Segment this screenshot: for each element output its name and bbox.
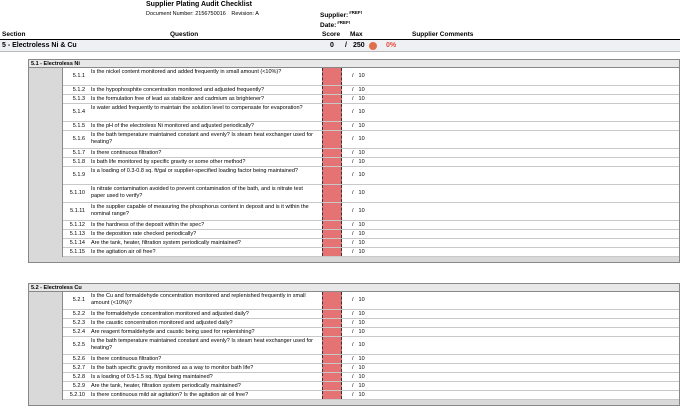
question-number: 5.2.7	[72, 365, 85, 371]
max-score	[347, 356, 365, 362]
max-value: 10	[358, 297, 365, 303]
question-row	[63, 364, 679, 373]
max-slash: /	[352, 136, 354, 142]
question-text: Is the bath specific gravity monitored as a way to monitor bath life?	[91, 364, 254, 371]
score-input-cell[interactable]	[322, 355, 342, 363]
question-number: 5.2.10	[69, 392, 85, 398]
question-number: 5.1.9	[72, 172, 85, 178]
supplier-label: Supplier:	[320, 12, 349, 20]
question-text: Is the pH of the electroless Ni monitored and adjusted periodically?	[91, 122, 254, 129]
max-score	[347, 342, 365, 348]
question-number: 5.1.5	[72, 123, 85, 129]
max-value: 10	[358, 123, 365, 129]
score-input-cell[interactable]	[322, 292, 342, 309]
section-title: 5 - Electroless Ni & Cu	[2, 42, 77, 49]
section-slash: /	[345, 42, 347, 49]
score-input-cell[interactable]	[322, 373, 342, 381]
score-input-cell[interactable]	[322, 68, 342, 85]
max-slash: /	[352, 329, 354, 335]
section-row[interactable]	[0, 40, 680, 52]
question-row	[63, 337, 679, 355]
subsection-title: 5.1 - Electroless Ni	[29, 60, 679, 68]
max-value: 10	[358, 365, 365, 371]
max-value: 10	[358, 329, 365, 335]
max-slash: /	[352, 190, 354, 196]
max-slash: /	[352, 249, 354, 255]
col-max: Max	[350, 31, 363, 38]
question-number: 5.2.5	[72, 342, 85, 348]
max-slash: /	[352, 231, 354, 237]
max-value: 10	[358, 159, 365, 165]
question-text: Is the Cu and formaldehyde concentration monitored and replenished frequently in small amount (<10%)?	[91, 292, 306, 306]
max-slash: /	[352, 365, 354, 371]
max-score	[347, 240, 365, 246]
score-input-cell[interactable]	[322, 203, 342, 220]
max-slash: /	[352, 159, 354, 165]
question-row	[63, 167, 679, 185]
question-row	[63, 248, 679, 257]
question-number: 5.1.12	[69, 222, 85, 228]
max-value: 10	[358, 73, 365, 79]
col-comments: Supplier Comments	[412, 31, 474, 38]
max-slash: /	[352, 383, 354, 389]
max-score	[347, 109, 365, 115]
score-input-cell[interactable]	[322, 391, 342, 399]
question-number: 5.2.9	[72, 383, 85, 389]
max-score	[347, 320, 365, 326]
score-input-cell[interactable]	[322, 185, 342, 202]
question-row	[63, 319, 679, 328]
question-row	[63, 292, 679, 310]
score-input-cell[interactable]	[322, 158, 342, 166]
question-number: 5.2.6	[72, 356, 85, 362]
question-row	[63, 95, 679, 104]
max-slash: /	[352, 73, 354, 79]
max-score	[347, 172, 365, 178]
question-number: 5.2.2	[72, 311, 85, 317]
question-row	[63, 131, 679, 149]
question-text: Is the hypophosphite concentration monitored and adjusted frequently?	[91, 86, 265, 93]
question-text: Is the agitation air oil free?	[91, 248, 156, 255]
score-input-cell[interactable]	[322, 167, 342, 184]
date-label: Date:	[320, 22, 337, 30]
max-score	[347, 190, 365, 196]
question-number: 5.2.3	[72, 320, 85, 326]
max-value: 10	[358, 96, 365, 102]
question-text: Is there continuous filtration?	[91, 355, 162, 362]
max-value: 10	[358, 231, 365, 237]
question-text: Is a loading of 0.5-1.5 sq. ft/gal being maintained?	[91, 373, 213, 380]
question-row	[63, 86, 679, 95]
max-score	[347, 365, 365, 371]
question-number: 5.1.14	[69, 240, 85, 246]
question-text: Is nitrate contamination avoided to prevent contamination of the bath, and is nitrate test paper used to verify?	[91, 185, 303, 199]
question-row	[63, 230, 679, 239]
question-number: 5.2.1	[72, 297, 85, 303]
question-text: Is the nickel content monitored and added frequently in small amount (<10%)?	[91, 68, 282, 75]
question-number: 5.1.10	[69, 190, 85, 196]
question-row	[63, 328, 679, 337]
question-number: 5.1.2	[72, 87, 85, 93]
status-dot-icon	[369, 42, 377, 50]
max-score	[347, 222, 365, 228]
score-input-cell[interactable]	[322, 221, 342, 229]
max-value: 10	[358, 311, 365, 317]
max-value: 10	[358, 240, 365, 246]
question-text: Is bath life monitored by specific gravity or some other method?	[91, 158, 246, 165]
max-slash: /	[352, 123, 354, 129]
col-score: Score	[322, 31, 341, 38]
max-score	[347, 73, 365, 79]
max-slash: /	[352, 172, 354, 178]
max-value: 10	[358, 136, 365, 142]
col-section: Section	[2, 31, 26, 38]
revision: Revision: A	[231, 11, 259, 17]
score-input-cell[interactable]	[322, 310, 342, 318]
max-score	[347, 123, 365, 129]
question-text: Is the formaldehyde concentration monitored and adjusted daily?	[91, 310, 249, 317]
max-value: 10	[358, 109, 365, 115]
max-slash: /	[352, 297, 354, 303]
question-text: Is the supplier capable of measuring the phosphorus content in deposit and is it within the nominal range?	[91, 203, 309, 217]
question-row	[63, 122, 679, 131]
max-value: 10	[358, 392, 365, 398]
document-title: Supplier Plating Audit Checklist	[146, 1, 252, 8]
max-value: 10	[358, 342, 365, 348]
max-value: 10	[358, 190, 365, 196]
question-number: 5.1.7	[72, 150, 85, 156]
subsection-title: 5.2 - Electroless Cu	[29, 284, 679, 292]
question-text: Is the formulation free of lead as stabilizer and cadmium as brightener?	[91, 95, 265, 102]
question-row	[63, 310, 679, 319]
question-text: Is a loading of 0.3-0.8 sq. ft/gal or supplier-specified loading factor being maintained?	[91, 167, 298, 174]
question-text: Is there continuous mild air agitation? Is the agitation air oil free?	[91, 391, 249, 398]
date-ref-error: #REF!	[337, 20, 351, 25]
question-text: Is there continuous filtration?	[91, 149, 162, 156]
score-input-cell[interactable]	[322, 122, 342, 130]
question-number: 5.1.3	[72, 96, 85, 102]
question-number: 5.2.4	[72, 329, 85, 335]
question-row	[63, 68, 679, 86]
question-number: 5.1.11	[70, 208, 85, 214]
question-text: Are the tank, heater, filtration system periodically maintained?	[91, 382, 241, 389]
score-input-cell[interactable]	[322, 95, 342, 103]
question-list	[62, 68, 679, 257]
max-value: 10	[358, 172, 365, 178]
max-score	[347, 87, 365, 93]
subsection-electroless-ni	[28, 59, 680, 263]
max-score	[347, 208, 365, 214]
question-row	[63, 104, 679, 122]
max-value: 10	[358, 356, 365, 362]
score-input-cell[interactable]	[322, 149, 342, 157]
question-row	[63, 382, 679, 391]
max-score	[347, 311, 365, 317]
date-field[interactable]	[320, 20, 350, 29]
max-slash: /	[352, 392, 354, 398]
max-score	[347, 383, 365, 389]
max-slash: /	[352, 356, 354, 362]
max-score	[347, 231, 365, 237]
max-slash: /	[352, 240, 354, 246]
max-value: 10	[358, 208, 365, 214]
max-score	[347, 96, 365, 102]
question-number: 5.1.6	[72, 136, 85, 142]
section-max: 250	[353, 42, 365, 49]
max-slash: /	[352, 208, 354, 214]
score-input-cell[interactable]	[322, 104, 342, 121]
section-percent: 0%	[386, 42, 397, 49]
question-row	[63, 391, 679, 400]
max-slash: /	[352, 320, 354, 326]
question-text: Are the tank, heater, filtration system periodically maintained?	[91, 239, 241, 246]
question-text: Is the bath temperature maintained constant and evenly? Is steam heat exchanger used for heating?	[91, 337, 313, 351]
score-input-cell[interactable]	[322, 319, 342, 327]
max-slash: /	[352, 87, 354, 93]
column-header-row	[0, 30, 680, 40]
question-number: 5.1.15	[69, 249, 85, 255]
max-score	[347, 297, 365, 303]
question-row	[63, 355, 679, 364]
question-text: Is the bath temperature maintained constant and evenly? Is steam heat exchanger used for heating?	[91, 131, 313, 145]
question-number: 5.1.8	[72, 159, 85, 165]
subsection-electroless-cu	[28, 283, 680, 406]
question-number: 5.2.8	[72, 374, 85, 380]
max-score	[347, 159, 365, 165]
score-input-cell[interactable]	[322, 337, 342, 354]
question-row	[63, 373, 679, 382]
col-question: Question	[170, 31, 199, 38]
max-slash: /	[352, 150, 354, 156]
question-text: Is water added frequently to maintain the solution level to compensate for evaporation?	[91, 104, 303, 111]
score-input-cell[interactable]	[322, 364, 342, 372]
score-input-cell[interactable]	[322, 248, 342, 256]
supplier-field[interactable]	[320, 10, 362, 19]
question-row	[63, 203, 679, 221]
max-slash: /	[352, 109, 354, 115]
question-row	[63, 149, 679, 158]
max-value: 10	[358, 87, 365, 93]
max-value: 10	[358, 249, 365, 255]
max-score	[347, 329, 365, 335]
max-score	[347, 136, 365, 142]
max-slash: /	[352, 222, 354, 228]
max-value: 10	[358, 222, 365, 228]
max-value: 10	[358, 150, 365, 156]
max-score	[347, 249, 365, 255]
question-text: Is the caustic concentration monitored and adjusted daily?	[91, 319, 233, 326]
supplier-ref-error: #REF!	[349, 10, 363, 15]
question-number: 5.1.1	[72, 73, 85, 79]
score-input-cell[interactable]	[322, 328, 342, 336]
score-input-cell[interactable]	[322, 230, 342, 238]
max-slash: /	[352, 374, 354, 380]
question-text: Are reagent formaldehyde and caustic being used for replenishing?	[91, 328, 255, 335]
document-number-line	[146, 11, 263, 17]
question-text: Is the hardness of the deposit within the spec?	[91, 221, 205, 228]
score-input-cell[interactable]	[322, 239, 342, 247]
max-slash: /	[352, 311, 354, 317]
max-value: 10	[358, 383, 365, 389]
question-row	[63, 221, 679, 230]
question-row	[63, 185, 679, 203]
max-value: 10	[358, 374, 365, 380]
question-number: 5.1.4	[72, 109, 85, 115]
question-number: 5.1.13	[69, 231, 85, 237]
score-input-cell[interactable]	[322, 86, 342, 94]
max-slash: /	[352, 342, 354, 348]
max-score	[347, 150, 365, 156]
section-score: 0	[330, 42, 334, 49]
question-list	[62, 292, 679, 400]
max-slash: /	[352, 96, 354, 102]
max-value: 10	[358, 320, 365, 326]
document-number: Document Number: 2156750016	[146, 11, 226, 17]
max-score	[347, 392, 365, 398]
max-score	[347, 374, 365, 380]
question-text: Is the deposition rate checked periodically?	[91, 230, 197, 237]
question-row	[63, 158, 679, 167]
score-input-cell[interactable]	[322, 382, 342, 390]
question-row	[63, 239, 679, 248]
score-input-cell[interactable]	[322, 131, 342, 148]
